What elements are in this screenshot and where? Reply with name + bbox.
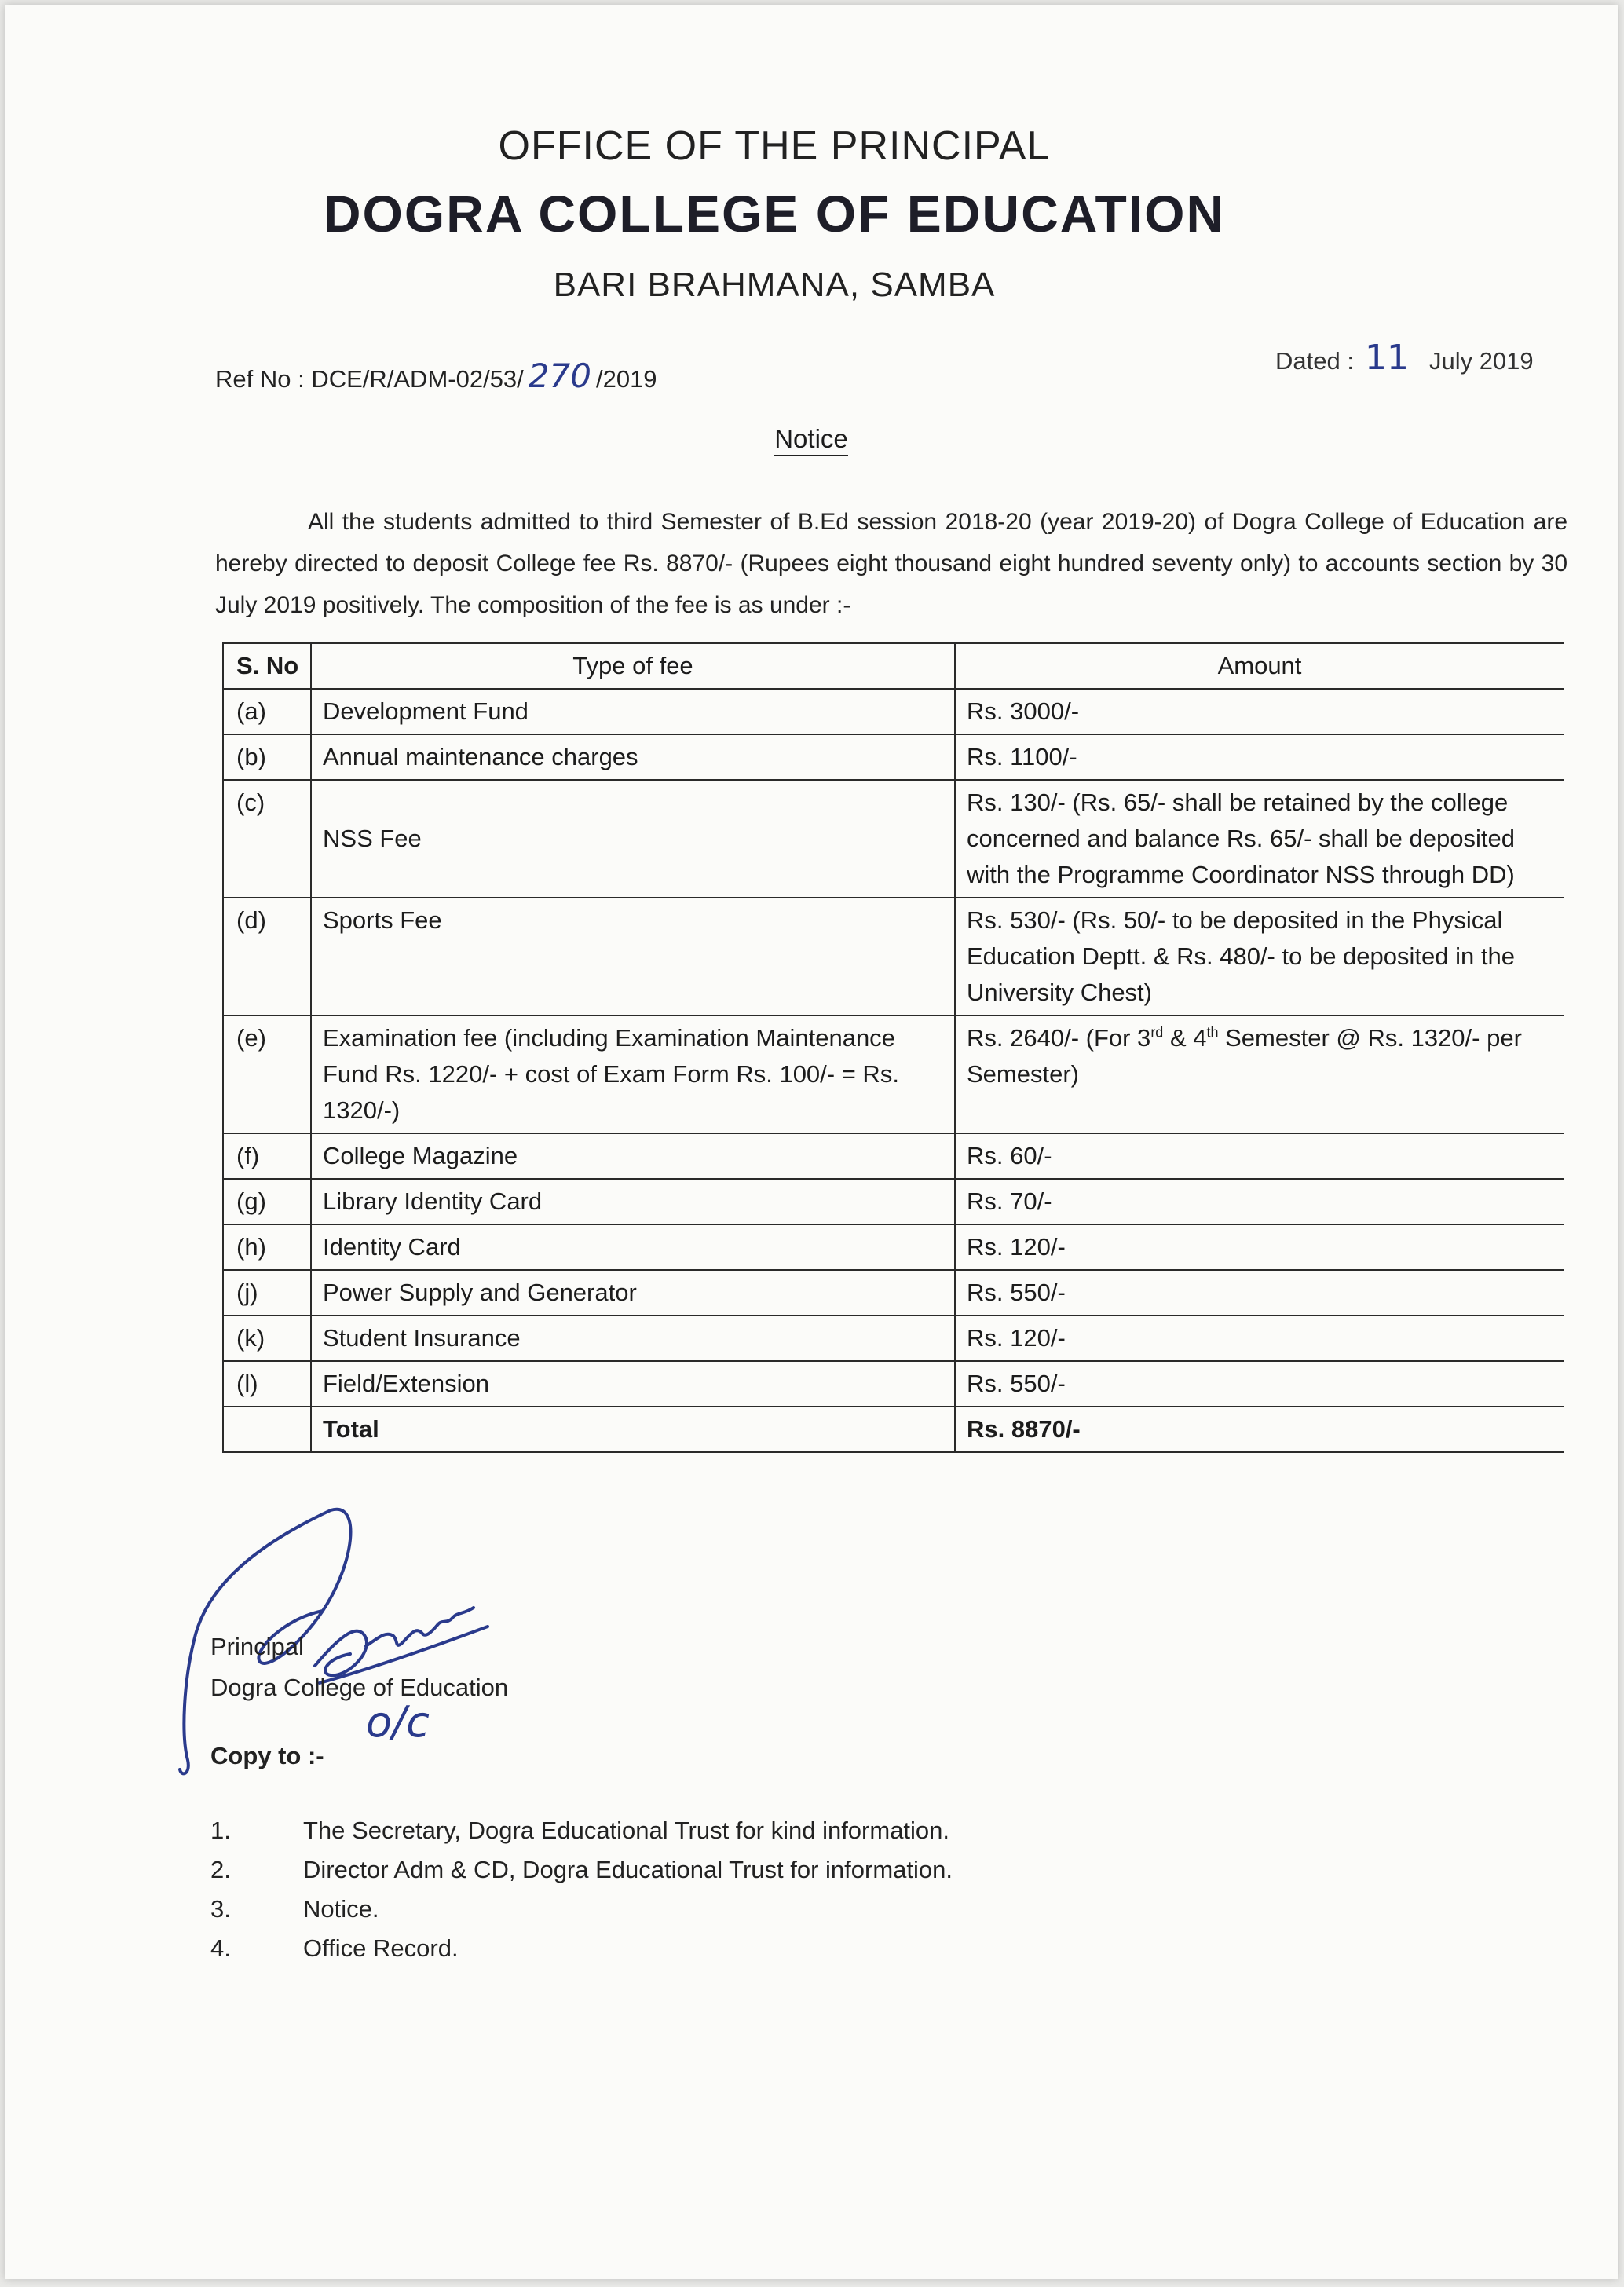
ref-suffix: /2019 [595,365,657,393]
table-row [223,898,1564,1015]
ref-prefix: Ref No : DCE/R/ADM-02/53/ [215,365,524,393]
copy-to-list [210,1811,953,1968]
ordinal-suffix: rd [1150,1024,1164,1041]
amount-part: Rs. 2640/- (For 3 [967,1024,1151,1052]
row-amount: Rs. 3000/- [955,689,1564,734]
table-row [223,689,1564,734]
dated-month-year: July 2019 [1428,347,1534,375]
row-sno: (h) [223,1224,311,1270]
total-amount: Rs. 8870/- [955,1407,1564,1452]
list-number: 1. [210,1817,231,1844]
row-sno: (j) [223,1270,311,1315]
row-type: Student Insurance [311,1315,955,1361]
table-row [223,1361,1564,1407]
dated-handwritten-day: 11 [1364,338,1409,378]
list-text: Notice. [303,1895,379,1923]
row-type: Examination fee (including Examination Maintenance Fund Rs. 1220/- + cost of Exam Form Rs. 100/- = Rs. 1320/-) [311,1015,955,1133]
office-title: OFFICE OF THE PRINCIPAL [498,123,1051,169]
table-row [223,1224,1564,1270]
table-row [223,1015,1564,1133]
notice-body: All the students admitted to third Semester of B.Ed session 2018-20 (year 2019-20) of Dogra College of Education are hereby directed to deposit College fee Rs. 8870/- (Rupees eight thousand eight hundred seventy only) to accounts section by 30 July 2019 positively. The composition of the fee is as under :- [215,509,1567,618]
table-row [223,780,1564,898]
row-amount: Rs. 60/- [955,1133,1564,1179]
ordinal-suffix: th [1206,1024,1219,1041]
table-row [223,1179,1564,1224]
college-name: DOGRA COLLEGE OF EDUCATION [323,185,1226,243]
row-sno: (d) [223,898,311,1015]
row-type: Library Identity Card [311,1179,955,1224]
row-sno: (b) [223,734,311,780]
fee-table [222,642,1564,1453]
list-item [210,1850,953,1890]
reference-number [215,357,657,395]
header-amount: Amount [955,643,1564,689]
amount-part: & 4 [1163,1024,1207,1052]
table-row [223,734,1564,780]
row-amount: Rs. 120/- [955,1315,1564,1361]
list-number: 3. [210,1895,231,1923]
row-sno: (l) [223,1361,311,1407]
row-sno: (e) [223,1015,311,1133]
dated-label: Dated : [1275,347,1354,375]
row-type: College Magazine [311,1133,955,1179]
list-number: 4. [210,1934,231,1962]
total-label: Total [311,1407,955,1452]
list-text: Office Record. [303,1934,459,1962]
row-type: Power Supply and Generator [311,1270,955,1315]
row-sno: (g) [223,1179,311,1224]
row-amount: Rs. 130/- (Rs. 65/- shall be retained by the college concerned and balance Rs. 65/- shall be deposited with the Programme Coordinator NSS through DD) [955,780,1564,898]
row-sno: (a) [223,689,311,734]
row-amount: Rs. 120/- [955,1224,1564,1270]
table-row [223,1315,1564,1361]
row-amount: Rs. 550/- [955,1361,1564,1407]
row-amount: Rs. 550/- [955,1270,1564,1315]
table-row [223,1270,1564,1315]
row-sno: (k) [223,1315,311,1361]
notice-heading [5,424,1618,454]
row-type: Field/Extension [311,1361,955,1407]
total-row [223,1407,1564,1452]
row-sno: (c) [223,780,311,898]
ref-handwritten-number: 270 [528,357,591,395]
handwritten-oc-note: o/c [366,1697,430,1747]
row-amount: Rs. 530/- (Rs. 50/- to be deposited in the Physical Education Deptt. & Rs. 480/- to be deposited in the University Chest) [955,898,1564,1015]
row-sno: (f) [223,1133,311,1179]
row-amount: Rs. 70/- [955,1179,1564,1224]
amount-part: Semester @ Rs. 1320/- per Semester) [967,1024,1522,1088]
date-line [1275,338,1534,378]
total-sno [223,1407,311,1452]
list-item [210,1811,953,1850]
document-page [5,5,1618,2279]
header-sno: S. No [223,643,311,689]
row-type: Annual maintenance charges [311,734,955,780]
row-type: NSS Fee [311,780,955,898]
college-location: BARI BRAHMANA, SAMBA [553,265,996,304]
signatory-institution: Dogra College of Education [210,1674,509,1701]
row-type: Development Fund [311,689,955,734]
signatory-title: Principal [210,1633,304,1660]
fee-table-header [223,643,1564,689]
row-amount: Rs. 1100/- [955,734,1564,780]
list-text: Director Adm & CD, Dogra Educational Trust for information. [303,1856,953,1883]
row-type: Sports Fee [311,898,955,1015]
copy-to-label: Copy to :- [210,1742,324,1769]
table-row [223,1133,1564,1179]
list-number: 2. [210,1856,231,1883]
row-type: Identity Card [311,1224,955,1270]
list-item [210,1929,953,1968]
list-text: The Secretary, Dogra Educational Trust for kind information. [303,1817,950,1844]
signatory-block [210,1627,508,1708]
notice-heading-text: Notice [774,424,848,456]
row-amount [955,1015,1564,1133]
list-item [210,1890,953,1929]
header-type: Type of fee [311,643,955,689]
